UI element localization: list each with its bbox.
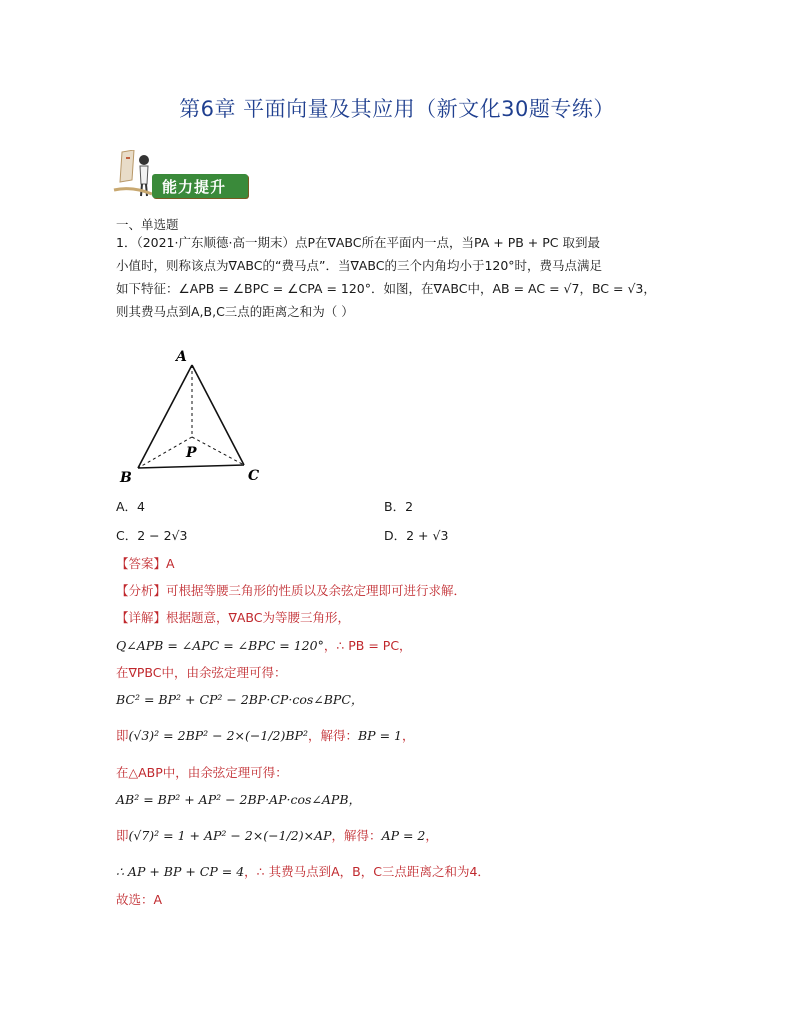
page-title: 第6章 平面向量及其应用（新文化30题专练） xyxy=(179,97,615,121)
step-8-conclusion: ，∴ 其费马点到A，B，C三点距离之和为4． xyxy=(244,864,490,879)
detail-tag: 【详解】 xyxy=(116,610,167,625)
step-7-prefix: 即 xyxy=(116,828,129,843)
analysis-tag: 【分析】 xyxy=(116,583,167,598)
question-line-3: 如下特征：∠APB = ∠BPC = ∠CPA = 120°．如图，在∇ABC中，AB = AC = √7，BC = √3， xyxy=(116,281,656,296)
step-8 xyxy=(116,862,490,880)
step-4-result: BP = 1 xyxy=(358,728,402,743)
step-3: BC² = BP² + CP² − 2BP·CP·cos∠BPC， xyxy=(116,692,364,707)
step-9: 故选：A xyxy=(116,892,163,907)
option-b: B．2 xyxy=(384,499,414,514)
step-4-solve: ，解得： xyxy=(307,728,358,743)
step-1-equation: Q∠APB = ∠APC = ∠BPC = 120° xyxy=(116,638,324,653)
analysis-text: 可根据等腰三角形的性质以及余弦定理即可进行求解． xyxy=(166,583,467,598)
vertex-c-label: C xyxy=(248,468,260,484)
step-4-prefix: 即 xyxy=(116,728,129,743)
vertex-b-label: B xyxy=(120,470,132,485)
question-text xyxy=(116,231,686,323)
step-7-solve: ，解得： xyxy=(331,828,382,843)
vertex-a-label: A xyxy=(176,349,187,365)
step-7-result: AP = 2 xyxy=(381,828,426,843)
step-4 xyxy=(116,726,415,744)
step-5: 在△ABP中，由余弦定理可得： xyxy=(116,765,288,780)
question-line-4: 则其费马点到A,B,C三点的距离之和为（ ） xyxy=(116,304,354,319)
option-c: C．2 − 2√3 xyxy=(116,528,188,543)
option-a: A．4 xyxy=(116,499,146,514)
question-line-1: 1．（2021·广东顺德·高一期末）点P在∇ABC所在平面内一点，当PA + PB + PC 取到最 xyxy=(116,235,600,250)
step-7-equation: (√7)² = 1 + AP² − 2×(−1/2)×AP xyxy=(128,828,332,843)
point-p-label: P xyxy=(186,445,197,461)
step-8-equation: ∴ AP + BP + CP = 4 xyxy=(116,864,245,879)
detail-line xyxy=(116,608,350,626)
badge-label: 能力提升 xyxy=(162,178,227,196)
edge-bc xyxy=(138,465,244,468)
triangle-figure xyxy=(112,345,272,485)
step-4-suffix: ， xyxy=(401,728,415,743)
section-heading: 一、单选题 xyxy=(116,217,179,232)
step-7 xyxy=(116,826,438,844)
step-7-suffix: ， xyxy=(425,828,438,843)
edge-ac xyxy=(192,365,244,465)
option-d: D．2 + √3 xyxy=(384,528,449,543)
analysis-line xyxy=(116,581,466,599)
step-2: 在∇PBC中，由余弦定理可得： xyxy=(116,665,287,680)
question-line-2: 小值时，则称该点为∇ABC的“费马点”．当∇ABC的三个内角均小于120°时，费马点满足 xyxy=(116,258,603,273)
ability-badge xyxy=(112,150,248,194)
triangle-diagram xyxy=(112,345,272,485)
step-4-equation: (√3)² = 2BP² − 2×(−1/2)BP² xyxy=(128,728,308,743)
step-6: AB² = BP² + AP² − 2BP·AP·cos∠APB， xyxy=(116,792,362,807)
step-1 xyxy=(116,636,412,654)
answer-line: 【答案】A xyxy=(116,556,175,571)
badge-figure-icon xyxy=(112,150,156,198)
detail-text: 根据题意，∇ABC为等腰三角形， xyxy=(166,610,351,625)
step-1-result: ，∴ PB = PC， xyxy=(323,638,412,653)
